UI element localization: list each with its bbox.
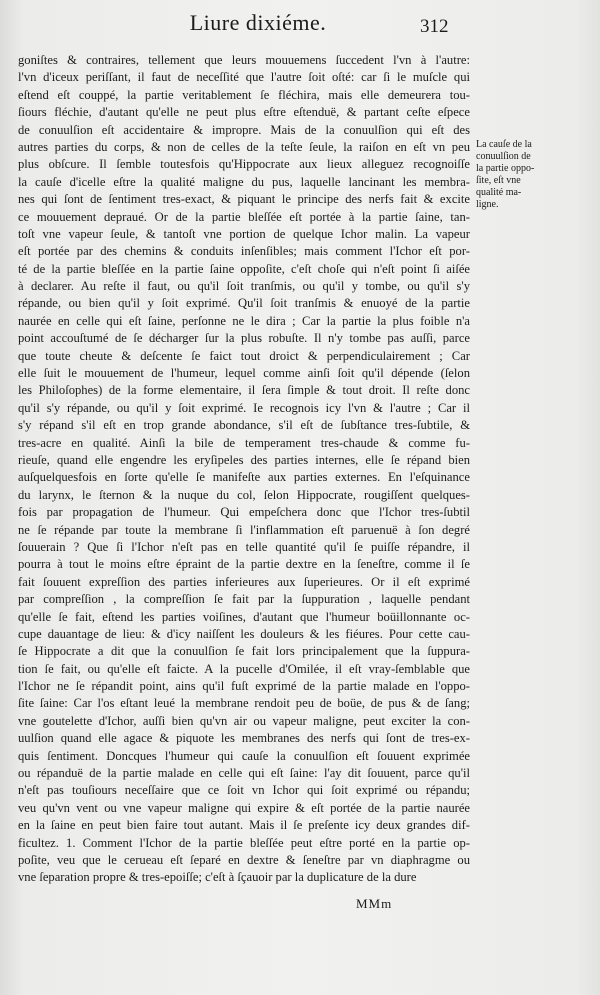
text-line: point accouſtumé de ſe décharger ſur la plus robuſte. Il n'y tombe pas auſſi, parce — [18, 331, 470, 346]
text-line: té de la partie bleſſée en la partie ſaine oppoſite, c'eſt choſe qui n'eſt point ſi aiſée — [18, 261, 470, 276]
text-line: nes qui ſont de ſentiment tres-exact, & piquant le principe des nerfs fait & excite — [18, 192, 470, 207]
margin-note-line: qualité ma- — [476, 187, 522, 198]
text-line: poſite, veu que le cerueau eſt ſeparé en dextre & ſeneſtre par vn diaphragme ou — [18, 852, 470, 867]
text-line: tion ſe fait, ou qu'elle eſt faicte. A la pucelle d'Omilée, il eſt vray-ſemblable que — [18, 661, 470, 676]
catchword: MMm — [356, 896, 393, 911]
text-line: elle ſuit le mouuement de l'humeur, lequel comme ainſi ſoit qu'il dépende (ſelon — [18, 366, 470, 381]
text-line: pourra à tout le moins eſtre épraint de la partie dextre en la ſeneſtre, comme il ſe — [18, 557, 470, 572]
margin-note-line: ſite, eſt vne — [476, 175, 521, 186]
body-text — [18, 52, 470, 887]
text-line: veu qu'vn vent ou vne vapeur maligne qui expire & eſt portée de la partie naurée — [18, 800, 470, 815]
text-line: par compreſſion , la compreſſion ſe fait par la ſuppuration , laquelle pendant — [18, 592, 470, 607]
margin-note-line: ligne. — [476, 199, 499, 210]
text-line: uulſion quand elle agace & piquote les membranes des nerfs qui ſont de tres-ex- — [18, 731, 470, 746]
text-line: eſt portée par des chemins & conduits inſenſibles; mais comment l'Ichor eſt por- — [18, 244, 470, 259]
text-line: plus obſcure. Il ſemble toutesfois qu'Hippocrate aux lieux alleguez recognoiſſe — [18, 157, 470, 172]
text-line: les Philoſophes) de la forme elementaire, il ſera ſimple & tout droit. Il reſte donc — [18, 383, 470, 398]
text-line: toſt vne vapeur ſeule, & tantoſt vne portion de quelque Ichor malin. La vapeur — [18, 226, 470, 241]
running-head — [0, 10, 600, 40]
text-line: vne ſeparation propre & tres-epoiſſe; c'eſt à ſçauoir par la duplicature de la dure — [18, 870, 417, 885]
text-line: s'y répand s'il eſt en trop grande abondance, s'il eſt de ſubſtance tres-ſubtile, & — [18, 418, 470, 433]
text-line: l'vn d'iceux periſſant, il faut de neceſſité que l'autre ſoit oſté: car ſi le muſcle qui — [18, 70, 470, 85]
text-line: répande, ou bien qu'il y ſoit exprimé. Qu'il ſoit tranſmis & enuoyé de la partie — [18, 296, 470, 311]
text-line: quis ſentiment. Doncques l'humeur qui cauſe la conuulſion eſt ſouuent exprimée — [18, 748, 470, 763]
text-line: que toute cheute & deſcente ſe faict tout droict & perpendiculairement ; Car — [18, 348, 470, 363]
page-number: 312 — [420, 16, 449, 37]
text-line: la cauſe d'icelle eſtre la qualité maligne du pus, laquelle lancinant les membra- — [18, 174, 470, 189]
text-line: n'eſt pas touſiours neceſſaire que ce ſoit vn Ichor qui ſoit exprimé ou répandu; — [18, 783, 470, 798]
text-line: du larynx, le ſternon & la nuque du col, ſelon Hippocrate, rougiſſent quelques- — [18, 487, 470, 502]
text-line: ce mouuement depraué. Or de la partie bleſſée eſt portée à la partie ſaine, tan- — [18, 209, 470, 224]
text-line: fait ſouuent expreſſion des parties inferieures aux ſuperieures. Or il eſt exprimé — [18, 574, 470, 589]
text-line: vne goutelette d'Ichor, auſſi bien qu'vn air ou vapeur maligne, peut exciter la con- — [18, 713, 470, 728]
text-line: ſouuerain ? Que ſi l'Ichor n'eſt pas en telle quantité qu'il ſe puiſſe répandre, il — [18, 539, 470, 554]
text-line: ou répanduë de la partie malade en celle qui eſt ſaine: l'ay dit ſouuent, parce qu'il — [18, 766, 470, 781]
text-line: qu'il s'y répande, ou qu'il y ſoit exprimé. Ie recognois icy l'vn & l'autre ; Car il — [18, 400, 470, 415]
margin-note-line: conuulſion de — [476, 151, 531, 162]
text-line: fois par propagation de l'humeur. Qui empeſchera donc que l'Ichor tres-ſubtil — [18, 505, 470, 520]
text-line: ficultez. 1. Comment l'Ichor de la partie bleſſée peut eſtre porté en la partie op- — [18, 835, 470, 850]
margin-note-line: La cauſe de la — [476, 139, 532, 150]
margin-note — [476, 139, 540, 211]
text-line: ſiours fléchie, d'autant qu'elle ne peut plus eſtre eſtenduë, & partant ceſte eſpece — [18, 105, 470, 120]
text-line: autres parties du corps, & non de celles de la teſte ſeule, la raiſon en eſt vn peu — [18, 139, 470, 154]
text-line: auſquelquesfois en ſorte qu'elle ſe manifeſte aux parties externes. En l'eſquinance — [18, 470, 470, 485]
margin-note-line: la partie oppo- — [476, 163, 535, 174]
text-line: tres-acre en qualité. Ainſi la bile de temperament tres-chaude & comme fu- — [18, 435, 470, 450]
text-line: ſite ſaine: Car l'os eſtant leué la membrane rendoit peu de boüe, de pus & de ſang; — [18, 696, 470, 711]
text-line: ne ſe répande par toute la membrane ſi l'inflammation eſt paruenuë à ſon degré — [18, 522, 470, 537]
text-line: de conuulſion eſt accidentaire & impropre. Mais de la conuulſion qui eſt des — [18, 122, 470, 137]
text-line: en la ſaine en peut bien faire tout autant. Mais il ſe preſente icy deux grandes dif- — [18, 818, 470, 833]
text-line: à declarer. Au reſte il faut, ou qu'il ſoit tranſmis, ou qu'il y tombe, ou qu'il s'y — [18, 279, 470, 294]
text-line: qu'elle ſe fait, eſtend les parties voiſines, d'autant que l'humeur boüillonnante oc- — [18, 609, 470, 624]
text-line: l'Ichor ne ſe répandit point, ains qu'il fuſt exprimé de la partie malade en l'oppo- — [18, 679, 470, 694]
text-line: eſtend eſt couppé, la partie veritablement ſe fléchira, mais elle demeurera tou- — [18, 87, 470, 102]
page-title: Liure dixiéme. — [189, 10, 327, 35]
text-line: rieuſe, quand elle engendre les eryſipeles des parties internes, elle ſe répand bien — [18, 452, 470, 467]
text-line: cupe dauantage de lieu: & d'icy naiſſent les douleurs & les fiéures. Pour cette cau- — [18, 626, 470, 641]
text-line: goniſtes & contraires, tellement que leurs mouuemens ſuccedent l'vn à l'autre: — [18, 53, 470, 67]
text-line: naurée en celle qui eſt ſaine, perſonne ne le dira ; Car la partie la plus foible n'a — [18, 313, 470, 328]
text-line: ſe Hippocrate a dit que la conuulſion ſe fait lors principalement que la ſuppura- — [18, 644, 470, 659]
